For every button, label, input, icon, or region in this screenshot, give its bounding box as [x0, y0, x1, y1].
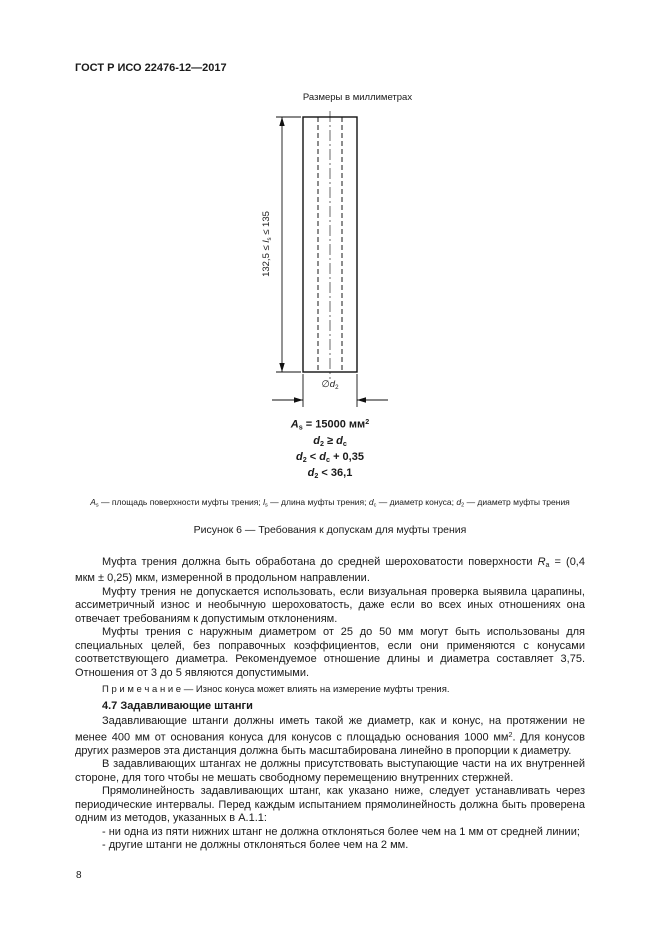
list-item-other-rods: - другие штанги не должны отклоняться более чем на 2 мм.: [102, 839, 409, 852]
diameter-dimension-label: $\emptyset d_2$: [321, 379, 339, 391]
length-arrow-down: [279, 363, 284, 372]
page-number: 8: [76, 870, 82, 881]
formula-d2-ge-dc: $d_2 \ge d_c$: [313, 434, 347, 448]
paragraph-visual-check: Муфту трения не допускается использовать, если визуальная проверка выявила царапины, ассиметричный износ и необычную шероховатость, даже если во всех иных отношениях она отвечает требованиям к допустимым отклонениям.: [75, 585, 585, 625]
list-item-lower-rods: - ни одна из пяти нижних штанг не должна отклоняться более чем на 1 мм от средней линии;: [102, 825, 580, 838]
figure-drawing: [220, 109, 440, 414]
paragraph-push-rods-diameter: Задавливающие штанги должны иметь такой же диаметр, как и конус, на протяжении не менее 400 мм от основания конуса для конусов с площадью основания 1000 $мм^2$. Для конусов других размеров эта дистанция должна быть масштабирована линейно в пропорции к диаметру.: [75, 715, 585, 757]
figure-formulas: [75, 416, 585, 483]
paragraph-diameter-range: Муфты трения с наружным диаметром от 25 до 50 мм могут быть использованы для специальных целей, без поправочных коэффициентов, если они применяются с конусами соответствующего диаметра. Рекомендуемое отношение длины и диаметра составляет 3,75. Отношения от 3 до 5 являются допустимыми.: [75, 626, 585, 679]
friction-sleeve-drawing: [220, 109, 440, 414]
paragraph-straightness: Прямолинейность задавливающих штанг, как указано ниже, следует устанавливать через периодические интервалы. Перед каждым испытанием прямолинейность должна быть проверена одним из методов, указанных в А.1.1:: [75, 785, 585, 825]
figure-legend: $A_s$ — площадь поверхности муфты трения; $l_s$ — длина муфты трения; $d_c$ — диаметр конуса; $d_2$ — диаметр муфты трения: [90, 497, 570, 509]
paragraph-push-rods-inner: В задавливающих штангах не должны присутствовать выступающие части на их внутренней стороне, для того чтобы не мешать свободному перемещению внутренних стержней.: [75, 758, 585, 784]
figure-caption: Рисунок 6 — Требования к допускам для муфты трения: [193, 523, 467, 536]
formula-d2-max: $d_2 < 36,1$: [307, 466, 353, 481]
diameter-arrow-left: [294, 397, 303, 402]
section-heading-4-7: 4.7 Задавливающие штанги: [102, 700, 253, 713]
note-cone-wear: П р и м е ч а н и е — Износ конуса может влиять на измерение муфты трения.: [102, 684, 450, 696]
paragraph-roughness: Муфта трения должна быть обработана до средней шероховатости поверхности $R_a = (0,4$ мкм ± 0,25) мкм, измеренной в продольном направлении.: [75, 555, 585, 585]
length-arrow-up: [279, 117, 284, 126]
formula-surface-area: $A_s = 15000$ $мм^2$: [290, 418, 370, 432]
body-text: [75, 556, 585, 853]
page-content: [75, 62, 585, 853]
formula-d2-lt-dc-plus: $d_2 < d_c + 0,35$: [296, 450, 364, 464]
figure-units-note: Размеры в миллиметрах: [302, 92, 413, 103]
length-dimension-label: $132,5 \le l_s \le 135$: [261, 211, 273, 277]
diameter-arrow-right: [357, 397, 366, 402]
document-header: ГОСТ Р ИСО 22476-12—2017: [75, 62, 227, 74]
figure-6: [75, 92, 585, 536]
